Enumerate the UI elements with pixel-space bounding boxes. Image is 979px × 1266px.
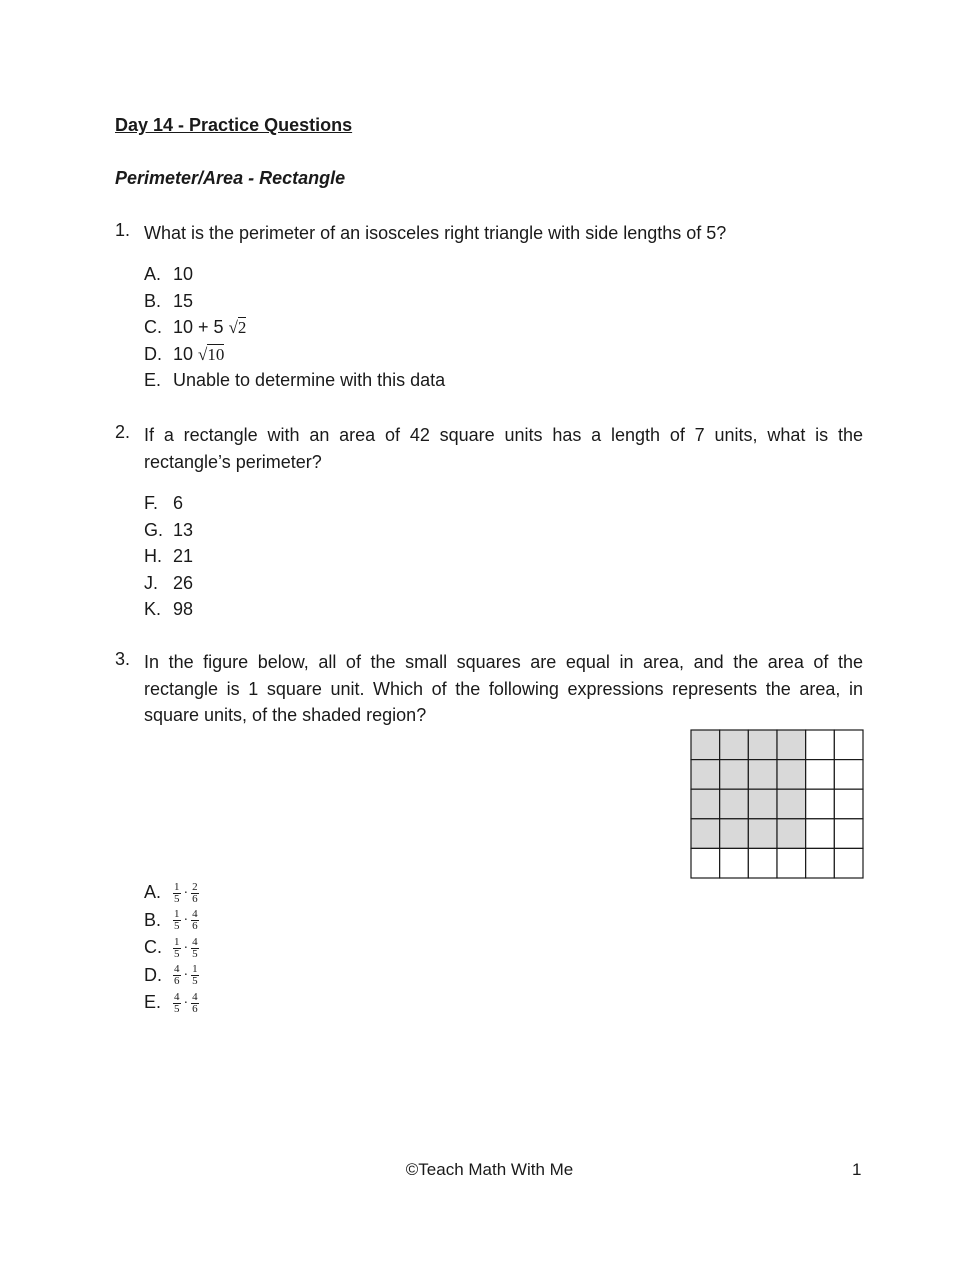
- question-text: In the figure below, all of the small squares are equal in area, and the area of the rectangle is 1 square unit. Which of the following expressions represents the area, in square units, of the shaded region?: [144, 652, 863, 725]
- choice-letter: E.: [144, 370, 162, 390]
- denominator: 6: [192, 1002, 198, 1015]
- choice-letter: C.: [144, 317, 162, 337]
- multiply-operator: ·: [183, 995, 189, 1011]
- fraction: [173, 909, 181, 932]
- grid-cell: [806, 819, 835, 849]
- grid-cell: [806, 848, 835, 878]
- question-number: 1.: [115, 220, 131, 240]
- grid-cell-shaded: [748, 819, 777, 849]
- choice-value: 21: [173, 546, 194, 566]
- grid-cell: [777, 848, 806, 878]
- grid-cell: [834, 789, 863, 819]
- radical-sign: √: [198, 344, 208, 364]
- question-number: 2.: [115, 422, 131, 442]
- grid-cell-shaded: [748, 730, 777, 760]
- choice-value-group: [173, 314, 246, 342]
- grid-cell-shaded: [720, 730, 749, 760]
- grid-cell: [834, 819, 863, 849]
- choice-letter: J.: [144, 572, 159, 593]
- numerator: 2: [192, 880, 198, 893]
- multiply-operator: ·: [183, 885, 189, 901]
- numerator: 4: [192, 935, 198, 948]
- grid-cell: [806, 789, 835, 819]
- grid-cell-shaded: [777, 730, 806, 760]
- numerator: 1: [174, 935, 180, 948]
- choice-value: 6: [173, 493, 184, 513]
- choice-value: 10: [173, 343, 194, 364]
- section-heading: Perimeter/Area - Rectangle: [115, 168, 346, 188]
- fraction: [191, 909, 199, 932]
- denominator: 5: [174, 947, 180, 960]
- grid-cell-shaded: [720, 789, 749, 819]
- fraction: [191, 937, 199, 960]
- choice-expression: [173, 989, 199, 1017]
- page-title: Day 14 - Practice Questions: [115, 115, 353, 135]
- grid-cell-shaded: [691, 760, 720, 790]
- radicand: 10: [207, 344, 225, 364]
- question-1: [115, 220, 863, 247]
- choice-expression: [173, 934, 199, 962]
- choice-value: Unable to determine with this data: [173, 370, 446, 390]
- question-3: [115, 649, 863, 729]
- grid-cell-shaded: [777, 760, 806, 790]
- choice-value: 15: [173, 290, 194, 311]
- numerator: 1: [192, 963, 198, 976]
- choice-letter: H.: [144, 546, 162, 566]
- fraction: [191, 964, 199, 987]
- choice-expression: [173, 907, 199, 935]
- denominator: 5: [174, 1002, 180, 1015]
- multiply-operator: ·: [183, 940, 189, 956]
- page-number: 1: [852, 1160, 862, 1179]
- choice-letter: B.: [144, 909, 162, 930]
- denominator: 6: [192, 920, 198, 933]
- choice-letter: C.: [144, 937, 162, 957]
- choice-letter: A.: [144, 882, 162, 902]
- grid-cell-shaded: [748, 789, 777, 819]
- choice-value: 10 + 5: [173, 317, 224, 337]
- numerator: 1: [174, 880, 180, 893]
- numerator: 4: [174, 963, 180, 976]
- denominator: 5: [192, 975, 198, 988]
- grid-cell: [834, 730, 863, 760]
- fraction: [173, 992, 181, 1015]
- choice-value-group: [173, 341, 224, 369]
- radicand: 2: [237, 318, 247, 337]
- question-text: What is the perimeter of an isosceles right triangle with side lengths of 5?: [144, 223, 727, 243]
- multiply-operator: ·: [183, 913, 189, 928]
- numerator: 1: [174, 908, 180, 921]
- question-text: If a rectangle with an area of 42 square units has a length of 7 units, what is the rectangle’s perimeter?: [144, 425, 863, 472]
- choice-letter: G.: [144, 519, 164, 540]
- denominator: 5: [174, 892, 180, 905]
- choice-expression: [173, 962, 199, 990]
- choice-letter: A.: [144, 264, 162, 284]
- grid-cell-shaded: [748, 760, 777, 790]
- grid-cell: [720, 848, 749, 878]
- fraction: [191, 882, 199, 905]
- grid-cell: [748, 848, 777, 878]
- radical-sign: √: [228, 318, 238, 337]
- multiply-operator: ·: [183, 968, 189, 983]
- fraction: [173, 882, 181, 905]
- grid-cell-shaded: [691, 819, 720, 849]
- question-2: [115, 422, 863, 475]
- grid-cell-shaded: [691, 730, 720, 760]
- choice-letter: K.: [144, 599, 162, 619]
- denominator: 5: [192, 947, 198, 960]
- denominator: 6: [174, 975, 180, 988]
- grid-cell: [806, 730, 835, 760]
- choice-letter: D.: [144, 964, 162, 985]
- fraction: [173, 937, 181, 960]
- numerator: 4: [192, 908, 198, 921]
- grid-cell-shaded: [691, 789, 720, 819]
- grid-cell: [691, 848, 720, 878]
- choice-value: 98: [173, 599, 194, 619]
- numerator: 4: [174, 990, 180, 1003]
- grid-cell-shaded: [777, 789, 806, 819]
- grid-cell: [806, 760, 835, 790]
- choice-expression: [173, 879, 199, 907]
- grid-cell: [834, 848, 863, 878]
- choice-letter: D.: [144, 343, 162, 364]
- choice-letter: F.: [144, 493, 159, 513]
- fraction: [191, 992, 199, 1015]
- grid-cell-shaded: [720, 760, 749, 790]
- choice-value: 13: [173, 519, 194, 540]
- choice-letter: E.: [144, 992, 162, 1012]
- footer-copyright: ©Teach Math With Me: [405, 1160, 574, 1179]
- choice-letter: B.: [144, 290, 162, 311]
- grid-cell-shaded: [720, 819, 749, 849]
- denominator: 6: [192, 892, 198, 905]
- question-number: 3.: [115, 649, 131, 669]
- grid-cell-shaded: [777, 819, 806, 849]
- numerator: 4: [192, 990, 198, 1003]
- choice-value: 10: [173, 264, 194, 284]
- denominator: 5: [174, 920, 180, 933]
- fraction: [173, 964, 181, 987]
- choice-value: 26: [173, 572, 194, 593]
- shaded-grid-figure: [690, 729, 864, 879]
- grid-cell: [834, 760, 863, 790]
